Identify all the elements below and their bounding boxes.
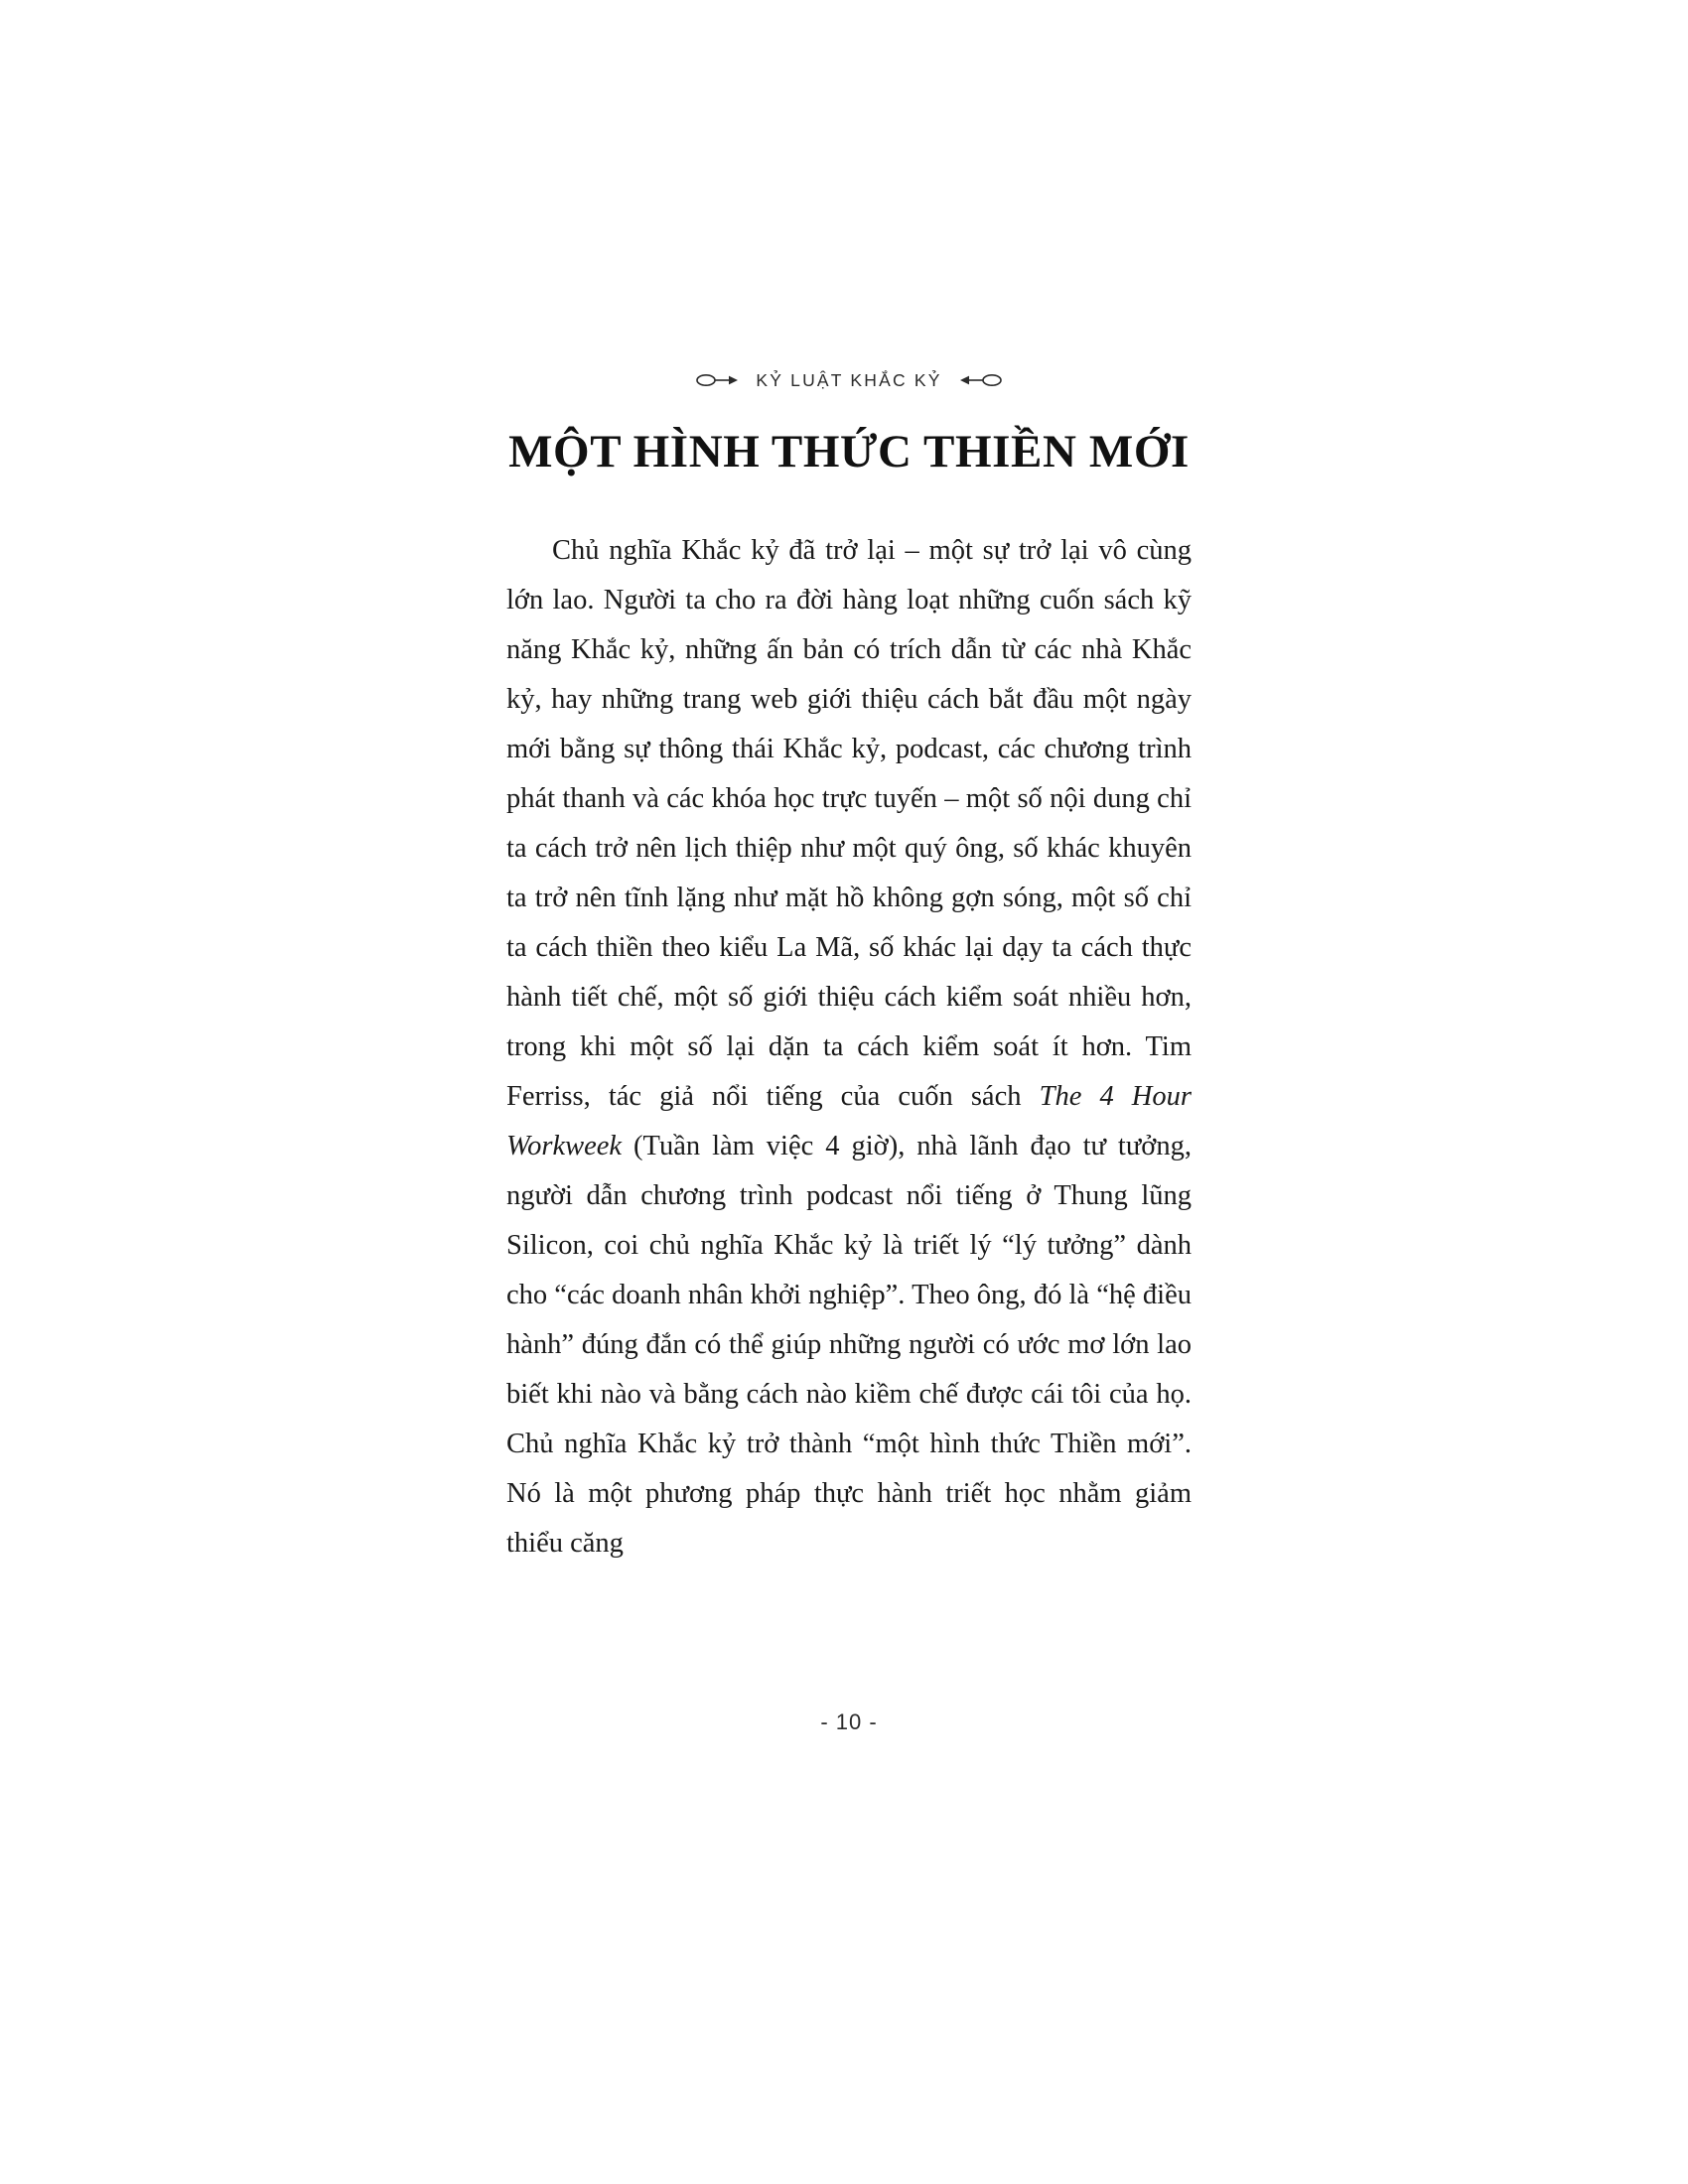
chapter-title: MỘT HÌNH THỨC THIỀN MỚI — [508, 426, 1190, 478]
right-ornament-icon — [960, 373, 1002, 387]
running-head-label: KỶ LUẬT KHẮC KỶ — [756, 369, 942, 390]
left-ornament-icon — [696, 373, 738, 387]
running-head — [506, 365, 1192, 395]
paragraph-text-part-2: (Tuần làm việc 4 giờ), nhà lãnh đạo tư tưởng, người dẫn chương trình podcast nổi tiếng ở Thung lũng Silicon, coi chủ nghĩa Khắc kỷ là triết lý “lý tưởng” dành cho “các doanh nhân khởi nghiệp”. Theo ông, đó là “hệ điều hành” đúng đắn có thể giúp những người có ước mơ lớn lao biết khi nào và bằng cách nào kiềm chế được cái tôi của họ. Chủ nghĩa Khắc kỷ trở thành “một hình thức Thiền mới”. Nó là một phương pháp thực hành triết học nhằm giảm thiểu căng — [506, 1131, 1192, 1559]
page-number: - 10 - — [820, 1709, 878, 1734]
paragraph-text-part-1: Chủ nghĩa Khắc kỷ đã trở lại – một sự trở lại vô cùng lớn lao. Người ta cho ra đời hàng loạt những cuốn sách kỹ năng Khắc kỷ, những ấn bản có trích dẫn từ các nhà Khắc kỷ, hay những trang web giới thiệu cách bắt đầu một ngày mới bằng sự thông thái Khắc kỷ, podcast, các chương trình phát thanh và các khóa học trực tuyến – một số nội dung chỉ ta cách trở nên lịch thiệp như một quý ông, số khác khuyên ta trở nên tĩnh lặng như mặt hồ không gợn sóng, một số chỉ ta cách thiền theo kiểu La Mã, số khác lại dạy ta cách thực hành tiết chế, một số giới thiệu cách kiểm soát nhiều hơn, trong khi một số lại dặn ta cách kiểm soát ít hơn. Tim Ferriss, tác giả nổi tiếng của cuốn sách — [506, 535, 1192, 1112]
body-paragraph — [506, 526, 1192, 1569]
page-content — [506, 365, 1192, 1569]
book-title-italic: The 4 Hour Workweek — [506, 1081, 1192, 1161]
